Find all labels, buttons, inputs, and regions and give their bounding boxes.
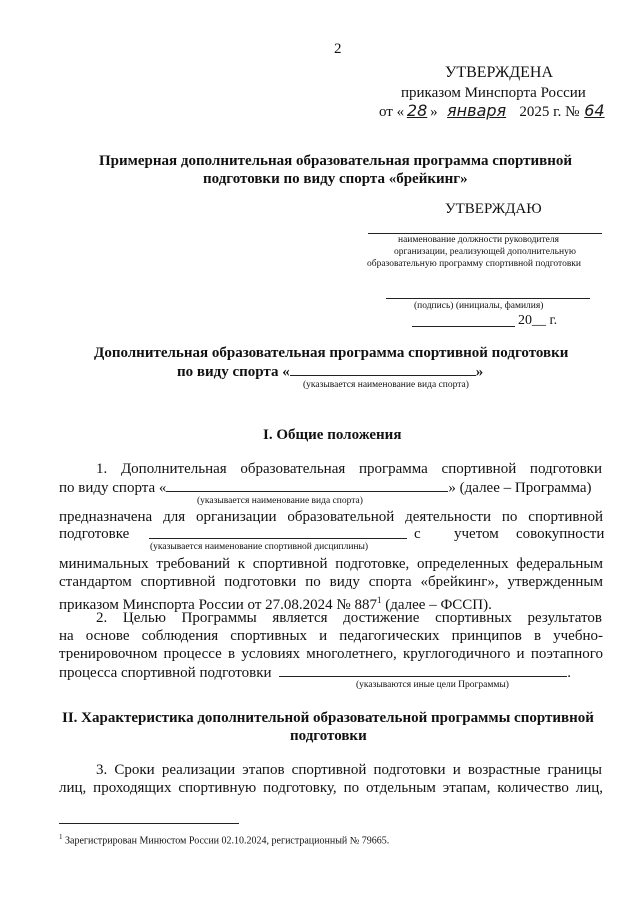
handwritten-day: 28 — [406, 101, 428, 120]
section2-title-line2: подготовки — [290, 728, 367, 744]
p1-sport-hint: (указывается наименование вида спорта) — [197, 496, 363, 506]
position-hint-3: образовательную программу спортивной подготовки — [367, 259, 582, 269]
goals-blank — [279, 663, 567, 677]
approval-date-line — [379, 102, 609, 121]
footnote-ref: 1 — [376, 595, 382, 605]
p2-line4-start: процесса спортивной подготовки — [59, 665, 272, 681]
p2-goals-hint: (указываются иные цели Программы) — [356, 680, 509, 690]
discipline-blank — [149, 538, 407, 539]
date-prefix: от « — [379, 104, 405, 120]
signature-line — [386, 298, 590, 299]
program-sport-hint: (указывается наименование вида спорта) — [303, 380, 469, 390]
p2-line2: на основе соблюдения спортивных и педагогических принципов в учебно- — [59, 628, 603, 644]
section1-title: I. Общие положения — [263, 427, 402, 443]
p1-line4-uchetom: учетом — [454, 526, 499, 542]
handwritten-number: 64 — [584, 101, 605, 120]
doc-title-line2: подготовки по виду спорта «брейкинг» — [203, 171, 468, 187]
position-hint-2: организации, реализующей дополнительную — [394, 247, 576, 257]
p1-discipline-hint: (указывается наименование спортивной дисциплины) — [150, 542, 369, 552]
footnote — [59, 831, 389, 847]
p1-line4-c: с — [414, 526, 421, 542]
utverzhdayu-title: УТВЕРЖДАЮ — [445, 201, 542, 217]
p3-line2: лиц, проходящих спортивную подготовку, по отдельным этапам, количество лиц, — [59, 780, 603, 796]
p1-line2-start: по виду спорта « — [59, 480, 167, 496]
p1-line4 — [59, 525, 603, 543]
approval-title: УТВЕРЖДЕНА — [445, 64, 554, 81]
position-hint-1: наименование должности руководителя — [398, 235, 559, 245]
footnote-text: Зарегистрирован Минюстом России 02.10.2024, регистрационный № 79665. — [62, 835, 390, 847]
sport-name-blank — [290, 362, 476, 376]
p3-line1: 3. Сроки реализации этапов спортивной подготовки и возрастные границы — [96, 762, 602, 778]
program-title-start: по виду спорта « — [177, 364, 290, 380]
p1-line7-b: (далее – ФССП). — [381, 597, 492, 613]
p1-line2-end: » (далее – Программа) — [448, 480, 592, 496]
signature-hint: (подпись) (инициалы, фамилия) — [414, 301, 544, 311]
date-mid: » — [430, 104, 438, 120]
p1-line6: стандартом спортивной подготовки по виду спорта «брейкинг», утвержденным — [59, 574, 603, 590]
sport-blank — [166, 478, 448, 492]
p1-line4-start: подготовке — [59, 526, 130, 542]
program-title-line2 — [177, 362, 483, 381]
date-blank-line — [412, 326, 515, 327]
handwritten-month: января — [447, 101, 507, 120]
date-year-blank: 20__ г. — [518, 313, 558, 328]
date-year: 2025 г. № — [519, 104, 580, 120]
p2-line1: 2. Целью Программы является достижение спортивных результатов — [96, 610, 602, 626]
page-number: 2 — [334, 41, 342, 57]
p1-line1: 1. Дополнительная образовательная программа спортивной подготовки — [96, 461, 602, 477]
p1-line4-sov: совокупности — [516, 526, 605, 542]
p1-line7-a: приказом Минспорта России от 27.08.2024 № 887 — [59, 597, 377, 613]
section2-title-line1: II. Характеристика дополнительной образовательной программы спортивной — [62, 710, 594, 726]
p1-line5: минимальных требований к спортивной подготовке, определенных федеральным — [59, 556, 603, 572]
position-line — [368, 233, 602, 234]
p1-line3: предназначена для организации образовательной деятельности по спортивной — [59, 509, 603, 525]
p2-line4-end: . — [567, 665, 572, 681]
footnote-mark: 1 — [59, 833, 63, 841]
program-title-line1: Дополнительная образовательная программа спортивной подготовки — [94, 345, 569, 361]
program-title-end: » — [475, 364, 484, 380]
p1-line2 — [59, 478, 592, 497]
footnote-separator — [59, 823, 239, 824]
p2-line3: тренировочном процессе в условиях многолетнего, круглогодичного и поэтапного — [59, 646, 603, 662]
doc-title-line1: Примерная дополнительная образовательная программа спортивной — [99, 153, 573, 169]
approval-order-line: приказом Минспорта России — [401, 85, 586, 101]
